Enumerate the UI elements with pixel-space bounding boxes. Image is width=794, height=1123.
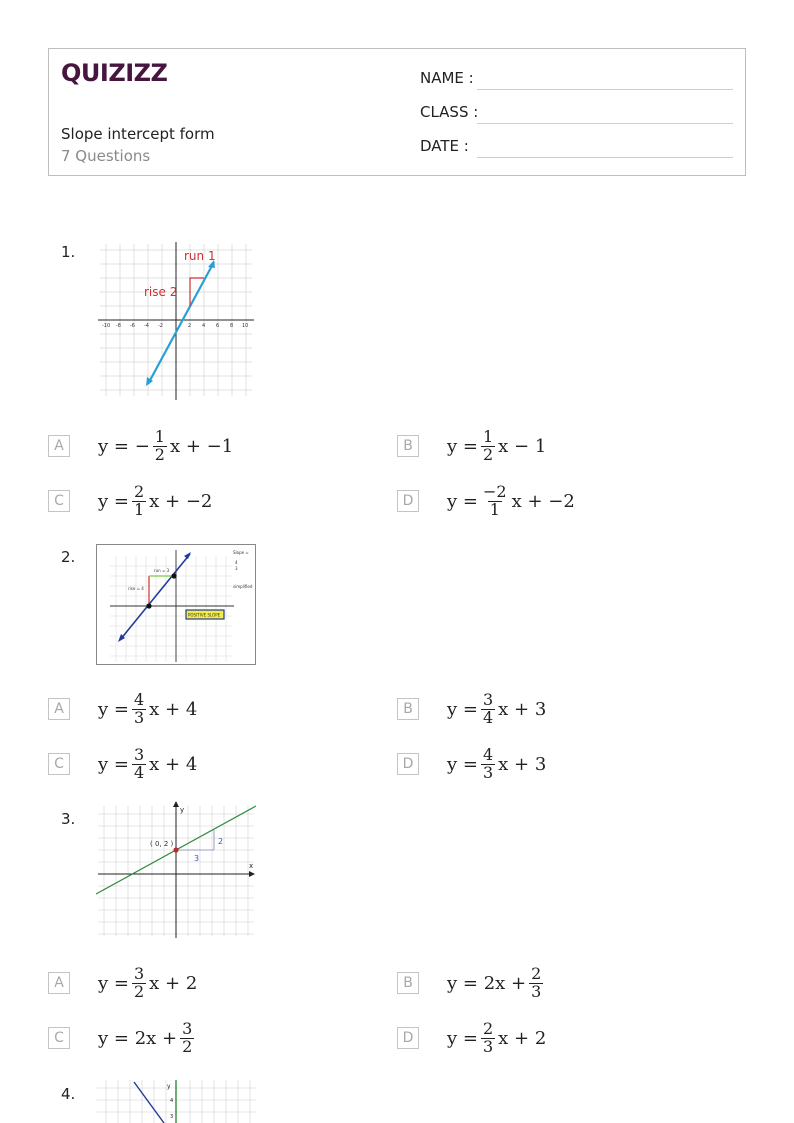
denominator: 3 — [133, 707, 145, 727]
worksheet-header — [48, 48, 746, 176]
tick-label: -2 — [158, 323, 163, 329]
y-axis-label: y — [167, 1083, 171, 1090]
option-d-box[interactable]: D — [397, 1027, 419, 1049]
option-d-box[interactable]: D — [397, 753, 419, 775]
option-a-math[interactable] — [98, 424, 233, 468]
tick-label: 6 — [216, 323, 220, 329]
numerator: 2 — [482, 1018, 494, 1038]
numerator: 2 — [531, 963, 542, 983]
math-suffix: x + 3 — [498, 698, 547, 720]
fraction — [132, 744, 146, 782]
option-b-box[interactable]: B — [397, 698, 419, 720]
question-2-graph — [96, 544, 256, 665]
name-line[interactable] — [477, 89, 733, 90]
positive-slope-label: POSITIVE SLOPE — [188, 612, 221, 618]
point-marker — [171, 573, 176, 578]
rise-label: rise = 4 — [128, 586, 144, 591]
question-4-graph — [96, 1080, 256, 1123]
option-a-box[interactable]: A — [48, 972, 70, 994]
math-suffix: x + 3 — [498, 753, 547, 775]
denominator: 2 — [182, 1036, 193, 1056]
numerator: 4 — [133, 689, 145, 709]
tick-label: 4 — [202, 323, 206, 329]
math-prefix: y = — [98, 490, 129, 512]
question-number: 2. — [61, 548, 76, 566]
numerator: 1 — [482, 426, 494, 446]
tick-label: 8 — [230, 323, 234, 329]
tick-label: -8 — [116, 323, 121, 329]
denominator: 4 — [133, 762, 145, 782]
denominator: 2 — [133, 981, 145, 1001]
math-prefix: y = 2x + — [98, 1027, 178, 1049]
tick-label: -10 — [102, 323, 111, 329]
denominator: 2 — [154, 444, 165, 464]
y-axis-label: y — [180, 806, 185, 814]
math-prefix: y = 2x + — [447, 972, 527, 994]
denominator: 3 — [482, 1036, 494, 1056]
option-b-box[interactable]: B — [397, 435, 419, 457]
math-suffix: x + 2 — [498, 1027, 547, 1049]
fraction — [481, 744, 495, 782]
option-b-math[interactable] — [447, 687, 546, 731]
rise-label: rise 2 — [144, 285, 178, 299]
point-marker — [146, 603, 151, 608]
point-marker — [173, 847, 178, 852]
question-number: 4. — [61, 1085, 76, 1103]
numerator: 3 — [482, 689, 494, 709]
math-prefix: y = — [447, 435, 478, 457]
numerator: −2 — [482, 481, 507, 501]
option-a-math[interactable] — [98, 687, 197, 731]
math-suffix: x − 1 — [498, 435, 547, 457]
math-prefix: y = — [98, 972, 129, 994]
run-label: run = 3 — [154, 568, 170, 573]
option-a-box[interactable]: A — [48, 435, 70, 457]
math-suffix: x + −1 — [169, 435, 234, 457]
option-b-box[interactable]: B — [397, 972, 419, 994]
math-suffix: x + −2 — [511, 490, 575, 512]
point-label: ( 0, 2 ) — [150, 840, 174, 848]
fraction — [132, 689, 146, 727]
date-label: DATE : — [420, 137, 469, 155]
math-prefix: y = − — [98, 435, 150, 457]
option-c-box[interactable]: C — [48, 753, 70, 775]
option-b-math[interactable] — [447, 424, 546, 468]
option-d-math[interactable] — [447, 479, 575, 523]
side-text: simplified — [233, 584, 253, 589]
option-c-math[interactable] — [98, 479, 212, 523]
math-suffix: x + 2 — [149, 972, 198, 994]
quizizz-logo: QUIZIZZ — [61, 59, 168, 87]
math-suffix: x + 4 — [149, 698, 198, 720]
side-text: Slope = — [233, 550, 249, 555]
denominator: 2 — [482, 444, 494, 464]
math-prefix: y = — [447, 1027, 478, 1049]
option-a-box[interactable]: A — [48, 698, 70, 720]
tick-label: 3 — [170, 1114, 174, 1120]
name-label: NAME : — [420, 69, 474, 87]
option-c-math[interactable] — [98, 742, 197, 786]
math-prefix: y = — [447, 698, 478, 720]
arrowhead-icon — [173, 801, 179, 807]
class-label: CLASS : — [420, 103, 479, 121]
arrowhead-icon — [249, 871, 255, 877]
fraction — [481, 1018, 495, 1056]
class-line[interactable] — [477, 123, 733, 124]
option-b-math[interactable] — [447, 961, 546, 1005]
numerator: 4 — [482, 744, 494, 764]
math-suffix: x + 4 — [149, 753, 198, 775]
run-label: run 1 — [184, 249, 216, 263]
option-c-box[interactable]: C — [48, 490, 70, 512]
side-text: 4 — [235, 560, 238, 565]
denominator: 4 — [482, 707, 494, 727]
denominator: 3 — [531, 981, 542, 1001]
math-suffix: x + −2 — [149, 490, 213, 512]
fraction — [132, 481, 146, 519]
denominator: 1 — [489, 499, 500, 519]
numerator: 1 — [154, 426, 165, 446]
numerator: 3 — [133, 963, 145, 983]
x-axis-label: x — [249, 862, 254, 870]
option-c-math[interactable] — [98, 1016, 197, 1060]
denominator: 3 — [482, 762, 494, 782]
option-d-math[interactable] — [447, 1016, 546, 1060]
option-d-math[interactable] — [447, 742, 546, 786]
math-prefix: y = — [98, 753, 129, 775]
fraction — [481, 689, 495, 727]
question-3-graph — [96, 800, 256, 940]
rise-label: 2 — [218, 837, 224, 846]
date-line[interactable] — [477, 157, 733, 158]
tick-label: -6 — [130, 323, 135, 329]
fraction — [132, 963, 146, 1001]
question-1-graph — [96, 240, 256, 404]
worksheet-title: Slope intercept form — [61, 125, 215, 143]
tick-label: 2 — [188, 323, 192, 329]
run-label: 3 — [194, 854, 200, 863]
math-prefix: y = — [447, 753, 478, 775]
side-text: 3 — [235, 566, 238, 571]
fraction — [153, 426, 167, 464]
fraction — [481, 426, 495, 464]
option-c-box[interactable]: C — [48, 1027, 70, 1049]
question-count: 7 Questions — [61, 147, 151, 165]
fraction — [529, 963, 543, 1001]
numerator: 3 — [182, 1018, 193, 1038]
option-d-box[interactable]: D — [397, 490, 419, 512]
question-number: 1. — [61, 243, 76, 261]
tick-label: 10 — [242, 323, 249, 329]
numerator: 2 — [133, 481, 145, 501]
denominator: 1 — [133, 499, 145, 519]
numerator: 3 — [133, 744, 145, 764]
question-number: 3. — [61, 810, 76, 828]
math-prefix: y = — [447, 490, 478, 512]
tick-label: 4 — [170, 1098, 174, 1104]
tick-label: -4 — [144, 323, 149, 329]
fraction — [481, 481, 509, 519]
math-prefix: y = — [98, 698, 129, 720]
option-a-math[interactable] — [98, 961, 197, 1005]
fraction — [180, 1018, 194, 1056]
